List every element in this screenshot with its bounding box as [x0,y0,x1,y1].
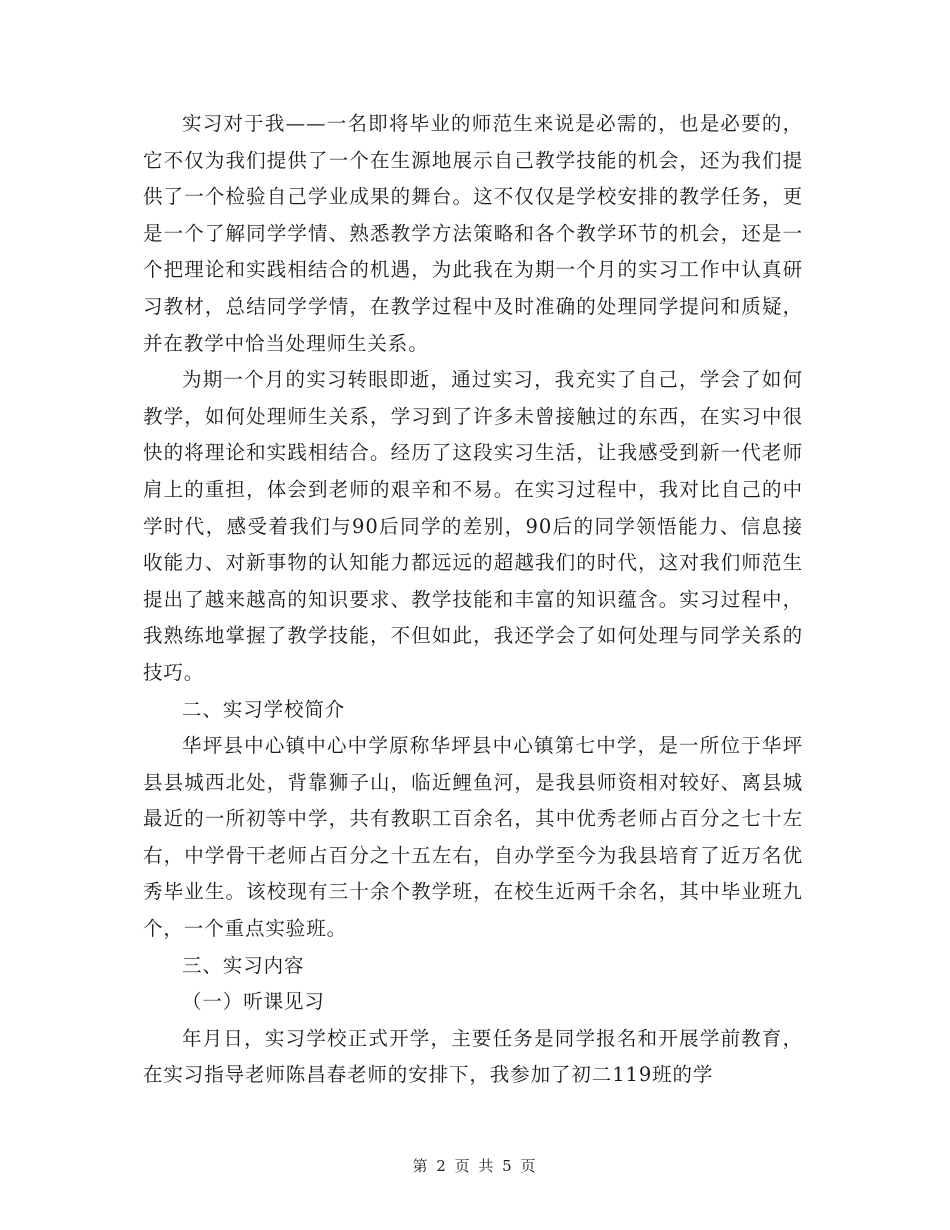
page-footer: 第 2 页 共 5 页 [412,1157,538,1175]
paragraph-observation: 年月日，实习学校正式开学，主要任务是同学报名和开展学前教育，在实习指导老师陈昌春老师的安排下，我参加了初二119班的学 [143,1026,803,1087]
document-body [143,106,803,1094]
section-heading-school-intro: 二、实习学校简介 [182,697,346,721]
paragraph-intro: 实习对于我——一名即将毕业的师范生来说是必需的，也是必要的，它不仅为我们提供了一个在生源地展示自己教学技能的机会，还为我们提供了一个检验自己学业成果的舞台。这不仅仅是学校安排的教学任务，更是一个了解同学学情、熟悉教学方法策略和各个教学环节的机会，还是一个把理论和实践相结合的机遇，为此我在为期一个月的实习工作中认真研习教材，总结同学学情，在教学过程中及时准确的处理同学提问和质疑，并在教学中恰当处理师生关系。 [143,112,803,355]
paragraph-reflection: 为期一个月的实习转眼即逝，通过实习，我充实了自己，学会了如何教学，如何处理师生关系，学习到了许多未曾接触过的东西，在实习中很快的将理论和实践相结合。经历了这段实习生活，让我感受到新一代老师肩上的重担，体会到老师的艰辛和不易。在实习过程中，我对比自己的中学时代，感受着我们与90后同学的差别，90后的同学领悟能力、信息接收能力、对新事物的认知能力都远远的超越我们的时代，这对我们师范生提出了越来越高的知识要求、教学技能和丰富的知识蕴含。实习过程中，我熟练地掌握了教学技能，不但如此，我还学会了如何处理与同学关系的技巧。 [143,368,803,684]
subsection-heading-observation: （一）听课见习 [182,990,325,1014]
section-heading-content: 三、实习内容 [182,953,305,977]
paragraph-school-intro: 华坪县中心镇中心中学原称华坪县中心镇第七中学，是一所位于华坪县县城西北处，背靠狮子山，临近鲤鱼河，是我县师资相对较好、离县城最近的一所初等中学，共有教职工百余名，其中优秀老师占百分之七十左右，中学骨干老师占百分之十五左右，自办学至今为我县培育了近万名优秀毕业生。该校现有三十余个教学班，在校生近两千余名，其中毕业班九个，一个重点实验班。 [143,734,803,941]
